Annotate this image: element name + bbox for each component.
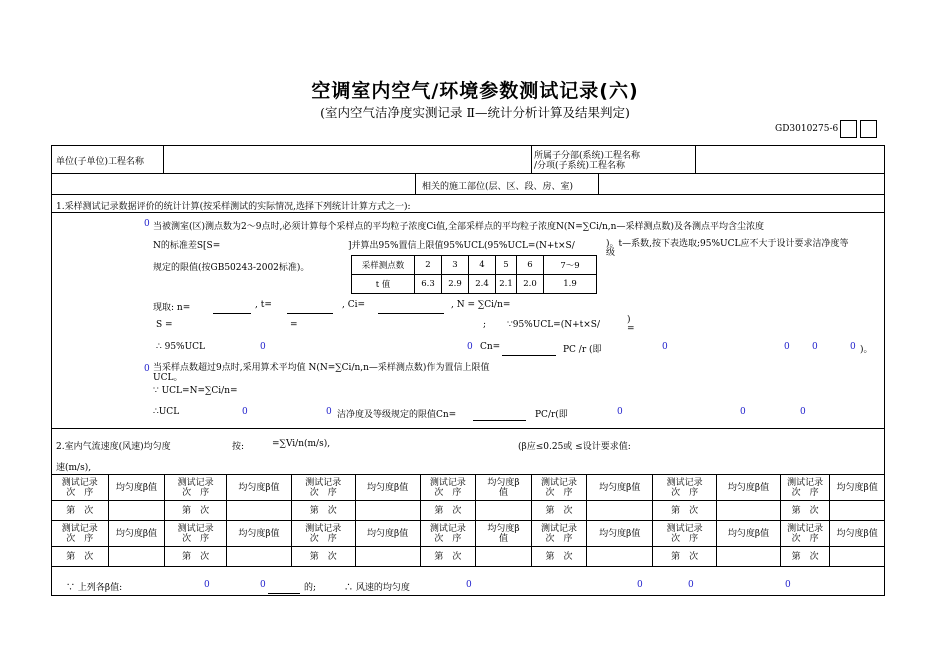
calc-ci-input[interactable] [378,313,444,314]
grid-head-seq [420,521,476,547]
seq-header-line2: 次 序 [791,533,819,544]
ucl-value: 0 [260,342,266,352]
beta-header-b: 值 [498,487,508,498]
beta-cell[interactable] [587,547,653,567]
calc-n-label: 现取: n= [153,303,191,313]
section1-heading: 1.采样测试记录数据评价的统计计算(按采样测试的实际情况,选择下列统计计算方式之一): [56,202,411,212]
unit-name-label: 单位(子单位)工程名称 [56,157,145,167]
seq-header-line1: 测试记录 [61,477,98,488]
calc-ci-label: , Ci= [342,300,366,310]
grid-head-seq [780,521,829,547]
code-box-1[interactable] [840,120,857,138]
grid-nth: 第 次 [165,501,227,521]
divider [415,173,416,194]
case2-limit-label: 洁净度及等级规定的限值Cn= [337,410,457,420]
ucl-formula: ∵95%UCL=(N+t×S/ [507,320,601,330]
seq-header-line1: 测试记录 [541,523,578,534]
s-label: S = [156,320,173,330]
beta-cell[interactable] [108,547,165,567]
beta-header-a: 均匀度β [487,523,520,534]
grid-head-seq [52,521,109,547]
beta-grid [51,474,885,567]
grid-head-seq [653,475,717,501]
calc-t-label: , t= [255,300,272,310]
beta-cell[interactable] [108,501,165,521]
seq-header-line1: 测试记录 [787,523,824,534]
cn-label: Cn= [480,342,501,352]
case1-end: )。 [860,345,873,355]
ucl-close: ) [627,315,631,325]
result-value: 0 [662,342,668,352]
seq-header-line2: 次 序 [182,487,210,498]
grid-head-seq [291,475,355,501]
case1-line2a: N的标准差S[S= [153,241,221,251]
beta-cell[interactable] [830,501,885,521]
page-title: 空调室内空气/环境参数测试记录(六) [311,80,639,102]
case2-ucl-value-2: 0 [326,407,332,417]
grid-head-seq [52,475,109,501]
seq-header-line2: 次 序 [791,487,819,498]
case2-line1: 当采样点数超过9点时,采用算术平均值 N(N=∑Ci/n,n—采样测点数)作为置信上限值 [153,363,490,373]
seq-header-line2: 次 序 [671,533,699,544]
footer-de: 的; [304,583,317,593]
case1-line2b: ]并算出95%置信上限值95%UCL(95%UCL=(N+t×S/ [348,241,575,251]
beta-cell[interactable] [355,501,420,521]
t-table-cell: 7～9 [544,256,597,275]
beta-cell[interactable] [355,547,420,567]
case1-line2d: 级 [606,248,616,258]
grid-head-beta: 均匀度β值 [830,521,885,547]
beta-cell[interactable] [717,501,781,521]
section2-formula: =∑Vi/n(m/s), [272,439,331,449]
beta-cell[interactable] [227,547,292,567]
grid-nth: 第 次 [420,547,476,567]
footer-value: 0 [637,580,643,590]
grid-head-beta: 均匀度β值 [227,475,292,501]
pc-label: PC /r (即 [563,345,602,355]
sub-project-label-1: 所属子分部(系统)工程名称 [534,151,641,161]
grid-head-beta: 均匀度β值 [830,475,885,501]
t-table-cell: 2.1 [496,275,517,294]
grid-head-beta: 均匀度β值 [587,521,653,547]
divider [695,145,696,173]
footer-therefore: ∴ 风速的均匀度 [344,583,410,593]
beta-cell[interactable] [717,547,781,567]
beta-cell[interactable] [476,547,532,567]
grid-head-beta: 均匀度β值 [227,521,292,547]
seq-header-line1: 测试记录 [305,477,342,488]
case2-line2: UCL。 [153,373,183,383]
grid-nth: 第 次 [653,547,717,567]
case2-result: 0 [740,407,746,417]
grid-head-beta: 均匀度β值 [717,475,781,501]
t-table-cell: 6.3 [415,275,442,294]
beta-cell[interactable] [587,501,653,521]
code-box-2[interactable] [860,120,877,138]
case2-ucl-label: ∴UCL [153,407,180,417]
seq-header-line2: 次 序 [434,533,462,544]
seq-header-line2: 次 序 [66,487,94,498]
result-value: 0 [850,342,856,352]
grid-head-seq [420,475,476,501]
beta-header-b: 值 [498,533,508,544]
grid-nth: 第 次 [653,501,717,521]
case1-mark[interactable]: 0 [144,219,150,229]
footer-value: 0 [785,580,791,590]
section2-beta-req: (β应≤0.25或 ≤设计要求值: [518,442,631,452]
t-table-cell: 6 [517,256,544,275]
footer-value: 0 [204,580,210,590]
grid-head-seq [780,475,829,501]
divider [51,428,885,429]
sub-project-label-2: /分项(子系统)工程名称 [534,161,626,171]
seq-header-line1: 测试记录 [177,477,214,488]
result-value: 0 [784,342,790,352]
page-subtitle: (室内空气洁净度实测记录 Ⅱ—统计分析计算及结果判定) [320,105,630,120]
therefore-ucl-label: ∴ 95%UCL [156,342,206,352]
t-table-cell: 3 [442,256,469,275]
t-table-cell: 2 [415,256,442,275]
seq-header-line1: 测试记录 [305,523,342,534]
semicolon: ; [483,320,487,330]
t-table-row2-label: t 值 [352,275,415,294]
grid-head-seq [653,521,717,547]
t-table-cell: 1.9 [544,275,597,294]
section2-speed-unit: 速(m/s), [56,463,92,473]
grid-nth: 第 次 [531,547,587,567]
grid-nth: 第 次 [165,547,227,567]
t-table-cell: 2.0 [517,275,544,294]
seq-header-line1: 测试记录 [61,523,98,534]
seq-header-line1: 测试记录 [541,477,578,488]
case1-line2c: )。t—系数,按下表选取;95%UCL应不大于设计要求洁净度等 [606,239,849,249]
footer-beta-label: ∵ 上列各β值: [66,583,123,593]
seq-header-line2: 次 序 [66,533,94,544]
divider [531,145,532,173]
grid-head-seq [165,475,227,501]
s-equals: = [290,320,298,330]
t-table-row1-label: 采样测点数 [352,256,415,275]
seq-header-line2: 次 序 [309,487,337,498]
case1-line3: 规定的限值(按GB50243-2002标准)。 [153,263,310,273]
t-table-cell: 4 [469,256,496,275]
grid-head-beta: 均匀度β值 [355,475,420,501]
divider [51,173,885,174]
calc-t-input[interactable] [287,313,333,314]
grid-nth: 第 次 [52,547,109,567]
t-table-cell: 2.4 [469,275,496,294]
cn-input[interactable] [502,355,556,356]
case2-mark[interactable]: 0 [144,364,150,374]
seq-header-line2: 次 序 [434,487,462,498]
section2-by: 按: [232,442,245,452]
seq-header-line2: 次 序 [309,533,337,544]
grid-nth: 第 次 [531,501,587,521]
seq-header-line1: 测试记录 [429,477,466,488]
seq-header-line1: 测试记录 [177,523,214,534]
seq-header-line2: 次 序 [545,487,573,498]
seq-header-line1: 测试记录 [666,523,703,534]
grid-head-beta: 均匀度β值 [355,521,420,547]
calc-mean-label: , N = ∑Ci/n= [451,300,511,310]
ucl-equals: = [627,324,635,334]
result-value: 0 [812,342,818,352]
divider [51,194,885,195]
case2-line3: ∵ UCL=N=∑Ci/n= [153,386,238,396]
divider [598,173,599,194]
ucl-value-2: 0 [467,342,473,352]
grid-nth: 第 次 [780,547,829,567]
case1-line1: 当被测室(区)测点数为2～9点时,必须计算每个采样点的平均粒子浓度Ci值,全部采样点的平均粒子浓度N(N=∑Ci/n,n—采样测点数)及各测点平均含尘浓度 [153,222,764,232]
grid-head-beta: 均匀度β值 [717,521,781,547]
beta-cell[interactable] [830,547,885,567]
divider [51,212,885,213]
grid-nth: 第 次 [52,501,109,521]
grid-head-beta: 均匀度β值 [108,475,165,501]
calc-n-input[interactable] [213,313,251,314]
grid-head-beta: 均匀度β值 [587,475,653,501]
grid-head-seq [165,521,227,547]
section2-heading: 2.室内气流速度(风速)均匀度 [56,442,171,452]
case2-pc-label: PC/r(即 [535,410,568,420]
t-table-cell: 5 [496,256,517,275]
grid-nth: 第 次 [420,501,476,521]
grid-nth: 第 次 [291,501,355,521]
grid-head-seq [291,521,355,547]
seq-header-line1: 测试记录 [787,477,824,488]
grid-head-seq [531,475,587,501]
grid-head-seq [531,521,587,547]
grid-head-beta: 均匀度β值 [108,521,165,547]
seq-header-line2: 次 序 [671,487,699,498]
footer-value: 0 [260,580,266,590]
beta-cell[interactable] [227,501,292,521]
case2-result: 0 [800,407,806,417]
seq-header-line1: 测试记录 [429,523,466,534]
grid-nth: 第 次 [780,501,829,521]
divider [163,145,164,173]
footer-input[interactable] [268,593,300,594]
seq-header-line2: 次 序 [182,533,210,544]
grid-head-beta [476,475,532,501]
case2-result: 0 [617,407,623,417]
beta-cell[interactable] [476,501,532,521]
t-table-cell: 2.9 [442,275,469,294]
case2-cn-input[interactable] [473,420,526,421]
beta-header-a: 均匀度β [487,477,520,488]
case2-ucl-value: 0 [242,407,248,417]
seq-header-line2: 次 序 [545,533,573,544]
grid-nth: 第 次 [291,547,355,567]
form-code: GD3010275-6 [775,124,839,134]
footer-value: 0 [466,580,472,590]
grid-head-beta [476,521,532,547]
t-value-table [351,255,597,294]
footer-value: 0 [688,580,694,590]
seq-header-line1: 测试记录 [666,477,703,488]
construction-part-label: 相关的施工部位(层、区、段、房、室) [422,182,574,192]
